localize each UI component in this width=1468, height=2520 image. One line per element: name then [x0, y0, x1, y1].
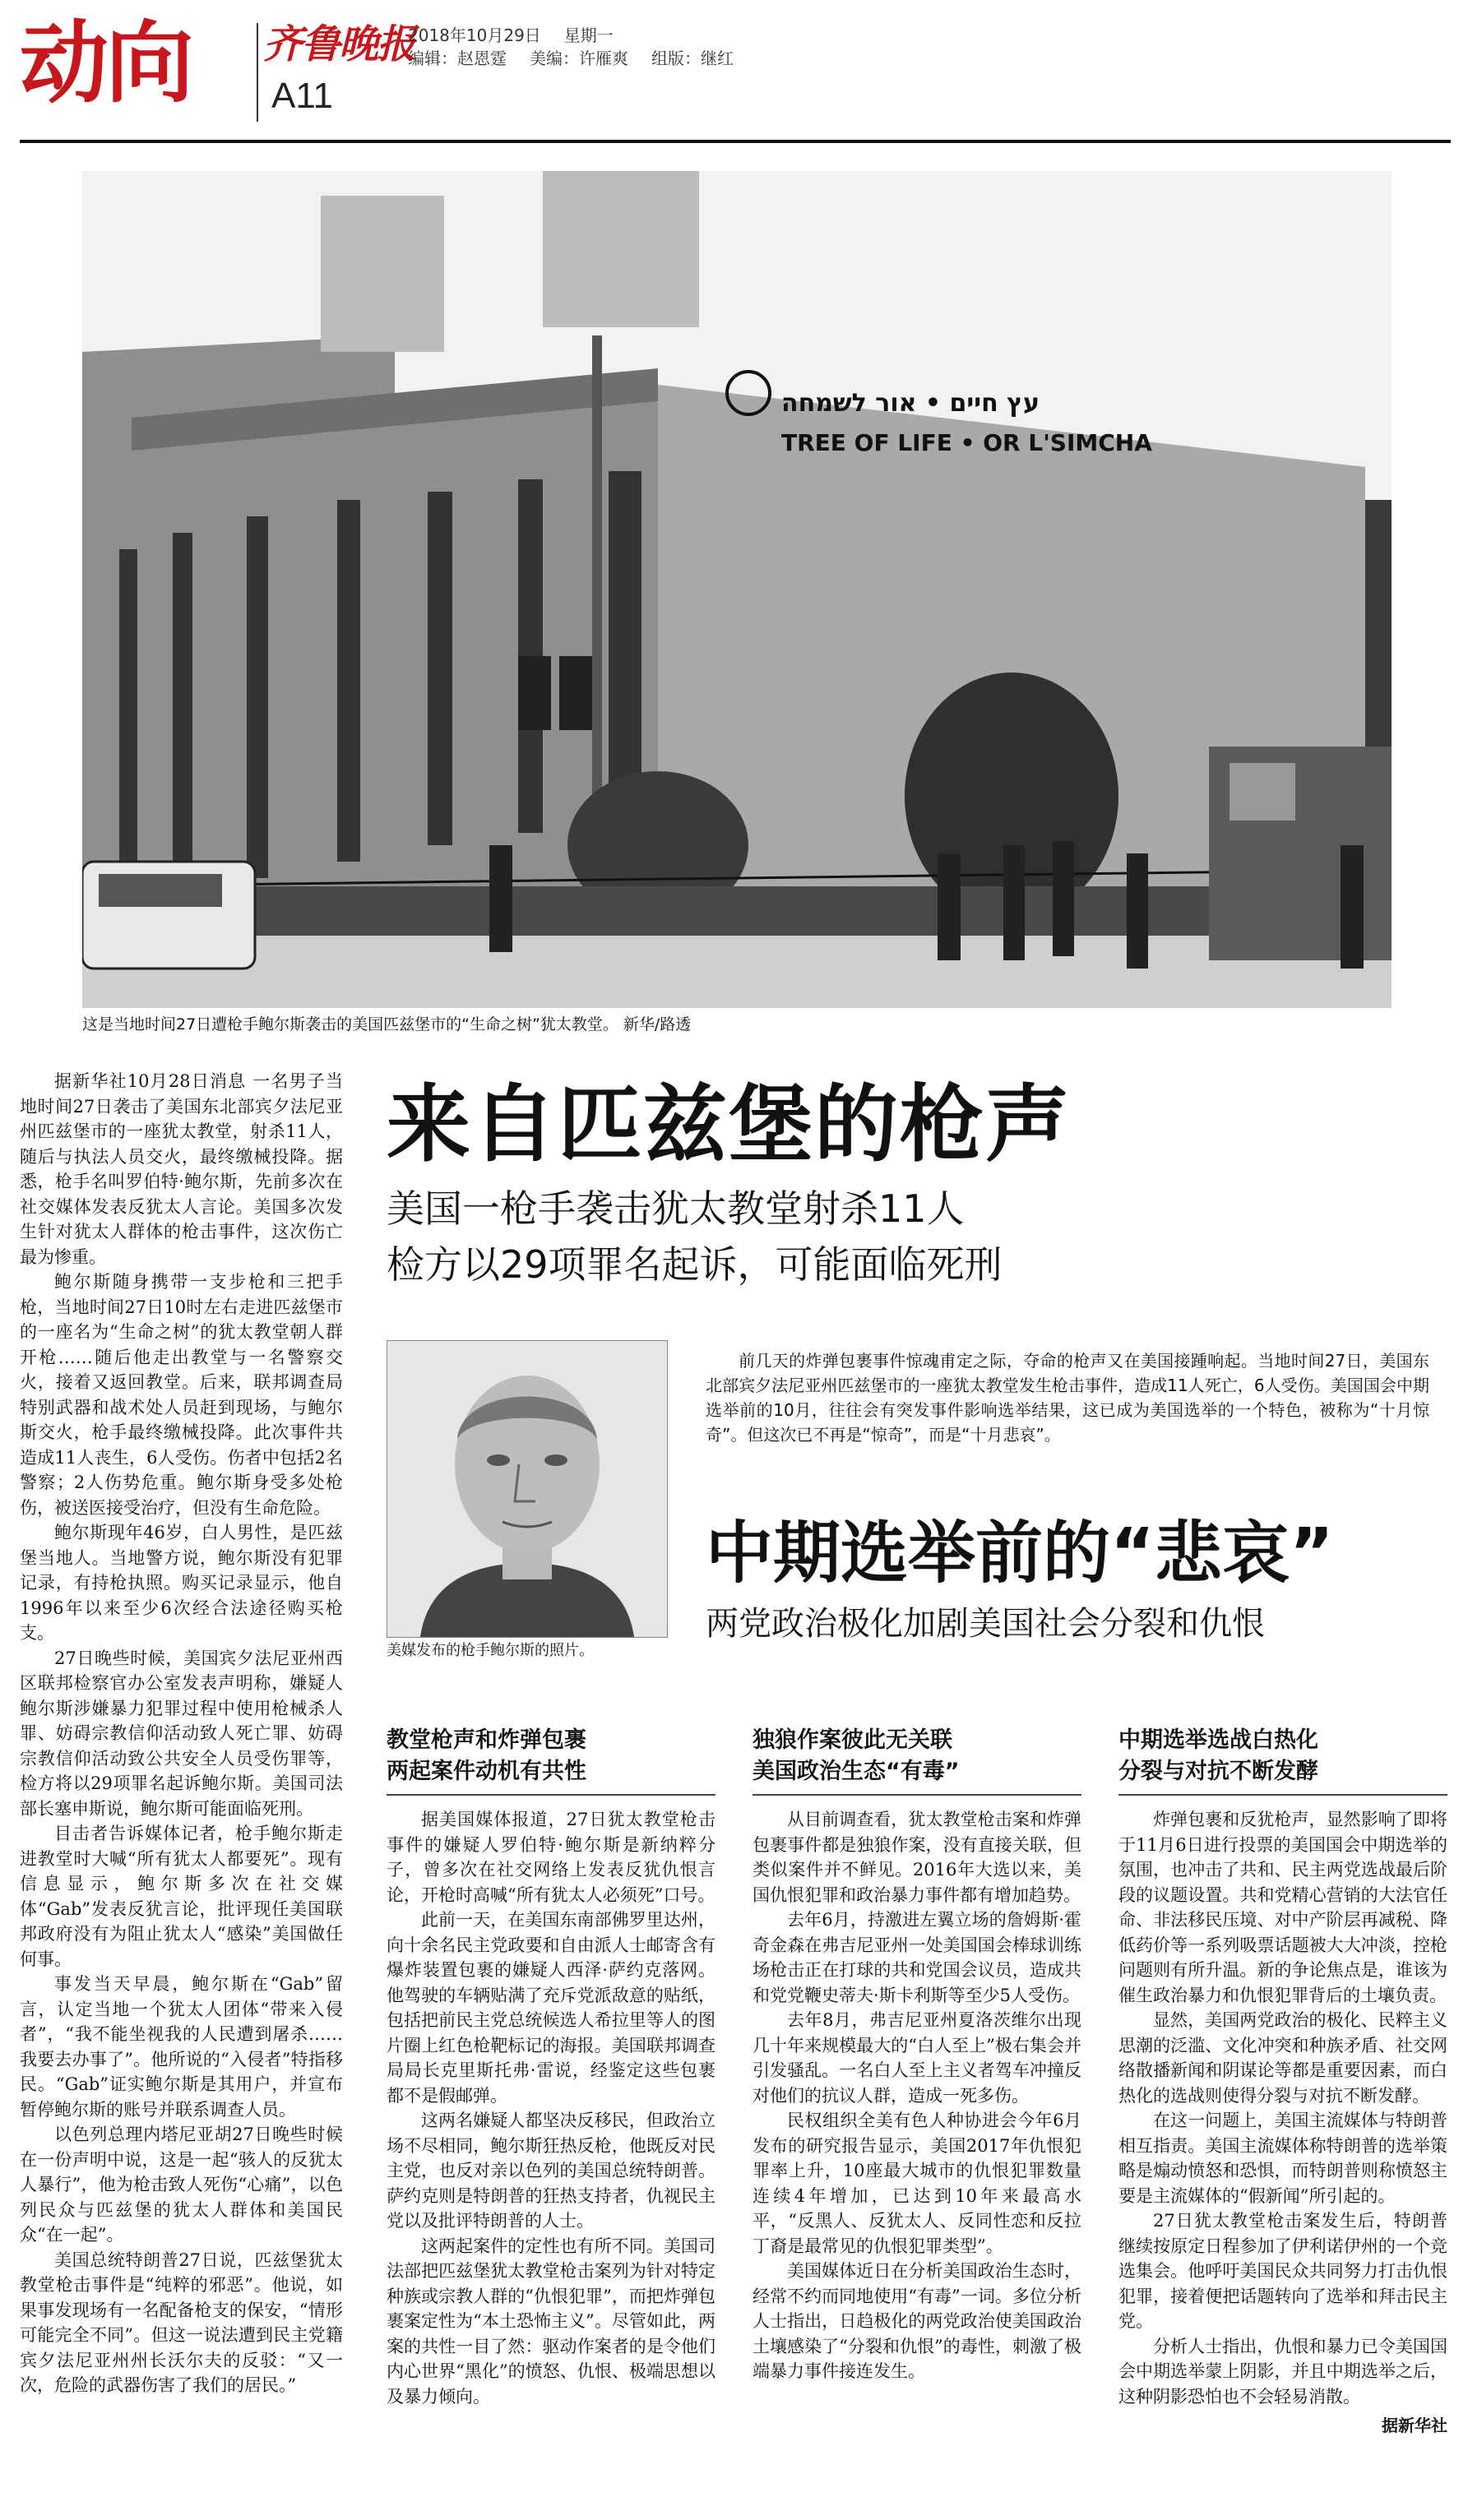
column-2-heading-line-2: 美国政治生态“有毒”	[753, 1759, 960, 1784]
paragraph: 去年8月，弗吉尼亚州夏洛茨维尔出现几十年来规模最大的“白人至上”极右集会并引发骚乱。一名白人至上主义者驾车冲撞反对他们的抗议人群，造成一死多伤。	[753, 2010, 1081, 2106]
column-2-body	[753, 1807, 1081, 2384]
paragraph: 事发当天早晨，鲍尔斯在“Gab”留言，认定当地一个犹太人团体“带来入侵者”，“我不能坐视我的人民遭到屠杀……我要去办事了”。他所说的“入侵者”特指移民。“Gab”证实鲍尔斯是其用户，并宣布暂停鲍尔斯的账号并联系调查人员。	[20, 1974, 343, 2120]
page-number: A11	[271, 76, 334, 116]
suspect-portrait-illustration	[387, 1341, 667, 1637]
column-1-heading-line-2: 两起案件动机有共性	[387, 1759, 586, 1784]
second-headline: 中期选举前的“悲哀”	[706, 1514, 1334, 1593]
paragraph: 显然，美国两党政治的极化、民粹主义思潮的泛滥、文化冲突和种族矛盾、社交网络散播新闻和阴谋论等都是重要因素，而白热化的选战则使得分裂与对抗不断发酵。	[1118, 2010, 1447, 2106]
synagogue-photo	[82, 171, 1392, 1008]
editor-credit: 编辑：赵恩霆	[408, 49, 507, 68]
photo-caption: 这是当地时间27日遭枪手鲍尔斯袭击的美国匹兹堡市的“生命之树”犹太教堂。 新华/路透	[82, 1015, 692, 1033]
column-3-heading-line-1: 中期选举选战白热化	[1118, 1727, 1318, 1753]
column-1-rule	[387, 1794, 715, 1796]
paragraph: 炸弹包裹和反犹枪声，显然影响了即将于11月6日进行投票的美国国会中期选举的氛围，也冲击了共和、民主两党选战最后阶段的议题设置。共和党精心营销的大法官任命、非法移民压境、对中产阶层再减税、降低药价等一系列吸票话题被大大冲淡，控枪问题则有所升温。新的争论焦点是，谁该为催生政治暴力和仇恨犯罪背后的土壤负责。	[1118, 1810, 1447, 2005]
column-2-heading-line-1: 独狼作案彼此无关联	[753, 1727, 952, 1753]
column-2-rule	[753, 1794, 1081, 1796]
main-subhead-2: 检方以29项罪名起诉，可能面临死刑	[387, 1242, 1003, 1287]
synagogue-photo-illustration	[82, 171, 1392, 1008]
column-3-body	[1118, 1807, 1447, 2409]
paragraph: 据美国媒体报道，27日犹太教堂枪击事件的嫌疑人罗伯特·鲍尔斯是新纳粹分子，曾多次在社交网络上发表反犹仇恨言论，开枪时高喊“所有犹太人必须死”口号。	[387, 1810, 715, 1905]
column-3-heading-line-2: 分裂与对抗不断发酵	[1118, 1759, 1318, 1784]
article-column-2	[753, 1725, 1081, 2384]
paragraph: 这两起案件的定性也有所不同。美国司法部把匹兹堡犹太教堂枪击案列为针对特定种族或宗教人群的“仇恨犯罪”，而把炸弹包裹案定性为“本土恐怖主义”。尽管如此，两案的共性一目了然：驱动作案者的是令他们内心世界“黑化”的愤怒、仇恨、极端思想以及暴力倾向。	[387, 2236, 715, 2407]
column-1-heading-line-1: 教堂枪声和炸弹包裹	[387, 1727, 586, 1753]
second-subhead: 两党政治极化加剧美国社会分裂和仇恨	[706, 1605, 1265, 1643]
article-column-3	[1118, 1725, 1447, 2436]
article-column-1	[387, 1725, 715, 2409]
masthead-logo: 齐鲁晚报	[263, 21, 415, 67]
art-editor-credit: 美编：许雁爽	[530, 49, 628, 68]
paragraph: 27日犹太教堂枪击案发生后，特朗普继续按原定日程参加了伊利诺伊州的一个竞选集会。他呼吁美国民众共同努力打击仇恨犯罪，接着便把话题转向了选举和拜击民主党。	[1118, 2211, 1447, 2331]
suspect-portrait	[387, 1340, 668, 1638]
paragraph: 以色列总理内塔尼亚胡27日晚些时候在一份声明中说，这是一起“骇人的反犹太人暴行”，他为枪击致人死伤“心痛”，以色列民众与匹兹堡的犹太人群体和美国民众“在一起”。	[20, 2125, 343, 2245]
paragraph: 民权组织全美有色人种协进会今年6月发布的研究报告显示，美国2017年仇恨犯罪率上升，10座最大城市的仇恨犯罪数量连续4年增加，已达到10年来最高水平，“反黑人、反犹太人、反同性恋和反拉丁裔是最常见的仇恨犯罪类型”。	[753, 2111, 1081, 2256]
section-title: 动向	[20, 12, 192, 115]
paragraph: 27日晚些时候，美国宾夕法尼亚州西区联邦检察官办公室发表声明称，嫌疑人鲍尔斯涉嫌暴力犯罪过程中使用枪械杀人罪、妨碍宗教信仰活动致人死亡罪、妨碍宗教信仰活动致公共安全人员受伤罪等，检方将以29项罪名起诉鲍尔斯。美国司法部长塞申斯说，鲍尔斯可能面临死刑。	[20, 1648, 343, 1819]
paragraph: 美国媒体近日在分析美国政治生态时，经常不约而同地使用“有毒”一词。多位分析人士指出，日趋极化的两党政治使美国政治土壤感染了“分裂和仇恨”的毒性，刺激了极端暴力事件接连发生。	[753, 2261, 1081, 2381]
portrait-caption: 美媒发布的枪手鲍尔斯的照片。	[387, 1642, 594, 1659]
paragraph: 美国总统特朗普27日说，匹兹堡犹太教堂枪击事件是“纯粹的邪恶”。他说，如果事发现场有一名配备枪支的保安，“情形可能完全不同”。但这一说法遭到民主党籍宾夕法尼亚州州长沃尔夫的反驳：“又一次，危险的武器伤害了我们的居民。”	[20, 2250, 343, 2395]
paragraph: 从目前调查看，犹太教堂枪击案和炸弹包裹事件都是独狼作案，没有直接关联，但类似案件并不鲜见。2016年大选以来，美国仇恨犯罪和政治暴力事件都有增加趋势。	[753, 1810, 1081, 1905]
issue-weekday: 星期一	[563, 25, 614, 45]
header-divider	[257, 23, 258, 122]
sign-english: TREE OF LIFE • OR L'SIMCHA	[781, 429, 1152, 456]
column-1-body	[387, 1807, 715, 2409]
paragraph: 鲍尔斯随身携带一支步枪和三把手枪，当地时间27日10时左右走进匹兹堡市的一座名为“生命之树”的犹太教堂朝人群开枪……随后他走出教堂与一名警察交火，接着又返回教堂。后来，联邦调查局特别武器和战术处人员赶到现场，与鲍尔斯交火，枪手最终缴械投降。此次事件共造成11人丧生，6人受伤。伤者中包括2名警察；2人伤势危重。鲍尔斯身受多处枪伤，被送医接受治疗，但没有生命危险。	[20, 1272, 343, 1518]
paragraph: 分析人士指出，仇恨和暴力已令美国国会中期选举蒙上阴影，并且中期选举之后，这种阴影恐怕也不会轻易消散。	[1118, 2336, 1447, 2407]
paragraph: 去年6月，持激进左翼立场的詹姆斯·霍奇金森在弗吉尼亚州一处美国国会棒球训练场枪击正在打球的共和党国会议员，造成共和党党鞭史蒂夫·斯卡利斯等至少5人受伤。	[753, 1910, 1081, 2005]
main-headline: 来自匹兹堡的枪声	[387, 1076, 1071, 1174]
paragraph: 鲍尔斯现年46岁，白人男性，是匹兹堡当地人。当地警方说，鲍尔斯没有犯罪记录，有持枪执照。购买记录显示，他自1996年以来至少6次经合法途径购买枪支。	[20, 1523, 343, 1643]
paragraph: 此前一天，在美国东南部佛罗里达州，向十余名民主党政要和自由派人士邮寄含有爆炸装置包裹的嫌疑人西泽·萨约克落网。他驾驶的车辆贴满了充斥党派敌意的贴纸，包括把前民主党总统候选人希拉里等人的图片圈上红色枪靶标记的海报。美国联邦调查局局长克里斯托弗·雷说，经鉴定这些包裹都不是假邮弹。	[387, 1910, 715, 2106]
issue-date-line	[408, 25, 637, 46]
main-subhead-1: 美国一枪手袭击犹太教堂射杀11人	[387, 1186, 965, 1231]
staff-line	[408, 48, 757, 69]
paragraph: 这两名嫌疑人都坚决反移民，但政治立场不尽相同，鲍尔斯狂热反枪，他既反对民主党，也反对亲以色列的美国总统特朗普。萨约克则是特朗普的狂热支持者，仇视民主党以及批评特朗普的人士。	[387, 2111, 715, 2231]
left-article-column	[20, 1069, 343, 2398]
header-rule	[20, 140, 1451, 143]
paragraph: 在这一问题上，美国主流媒体与特朗普相互指责。美国主流媒体称特朗普的选举策略是煽动愤怒和恐惧，而特朗普则称愤怒主要是主流媒体的“假新闻”所引起的。	[1118, 2111, 1447, 2206]
lead-paragraph: 前几天的炸弹包裹事件惊魂甫定之际，夺命的枪声又在美国接踵响起。当地时间27日，美国东北部宾夕法尼亚州匹兹堡市的一座犹太教堂发生枪击事件，造成11人死亡，6人受伤。美国国会中期选举前的10月，往往会有突发事件影响选举结果，这已成为美国选举的一个特色，被称为“十月惊奇”。但这次已不再是“惊奇”，而是“十月悲哀”。	[706, 1351, 1429, 1445]
paragraph: 据新华社10月28日消息 一名男子当地时间27日袭击了美国东北部宾夕法尼亚州匹兹堡市的一座犹太教堂，射杀11人，随后与执法人员交火，最终缴械投降。据悉，枪手名叫罗伯特·鲍尔斯，先前多次在社交媒体发表反犹太人言论。美国多次发生针对犹太人群体的枪击事件，这次伤亡最为惨重。	[20, 1071, 343, 1267]
paragraph: 目击者告诉媒体记者，枪手鲍尔斯走进教堂时大喊“所有犹太人都要死”。现有信息显示，鲍尔斯多次在社交媒体“Gab”发表反犹言论，批评现任美国联邦政府没有为阻止犹太人“感染”美国做任何事。	[20, 1824, 343, 1969]
proofreader-credit: 组版：继红	[651, 49, 734, 68]
issue-date: 2018年10月29日	[408, 25, 541, 45]
article-sign-off: 据新华社	[1382, 2416, 1447, 2435]
sign-hebrew: עץ חיים • אור לשמחה	[781, 389, 1040, 418]
column-3-rule	[1118, 1794, 1447, 1796]
